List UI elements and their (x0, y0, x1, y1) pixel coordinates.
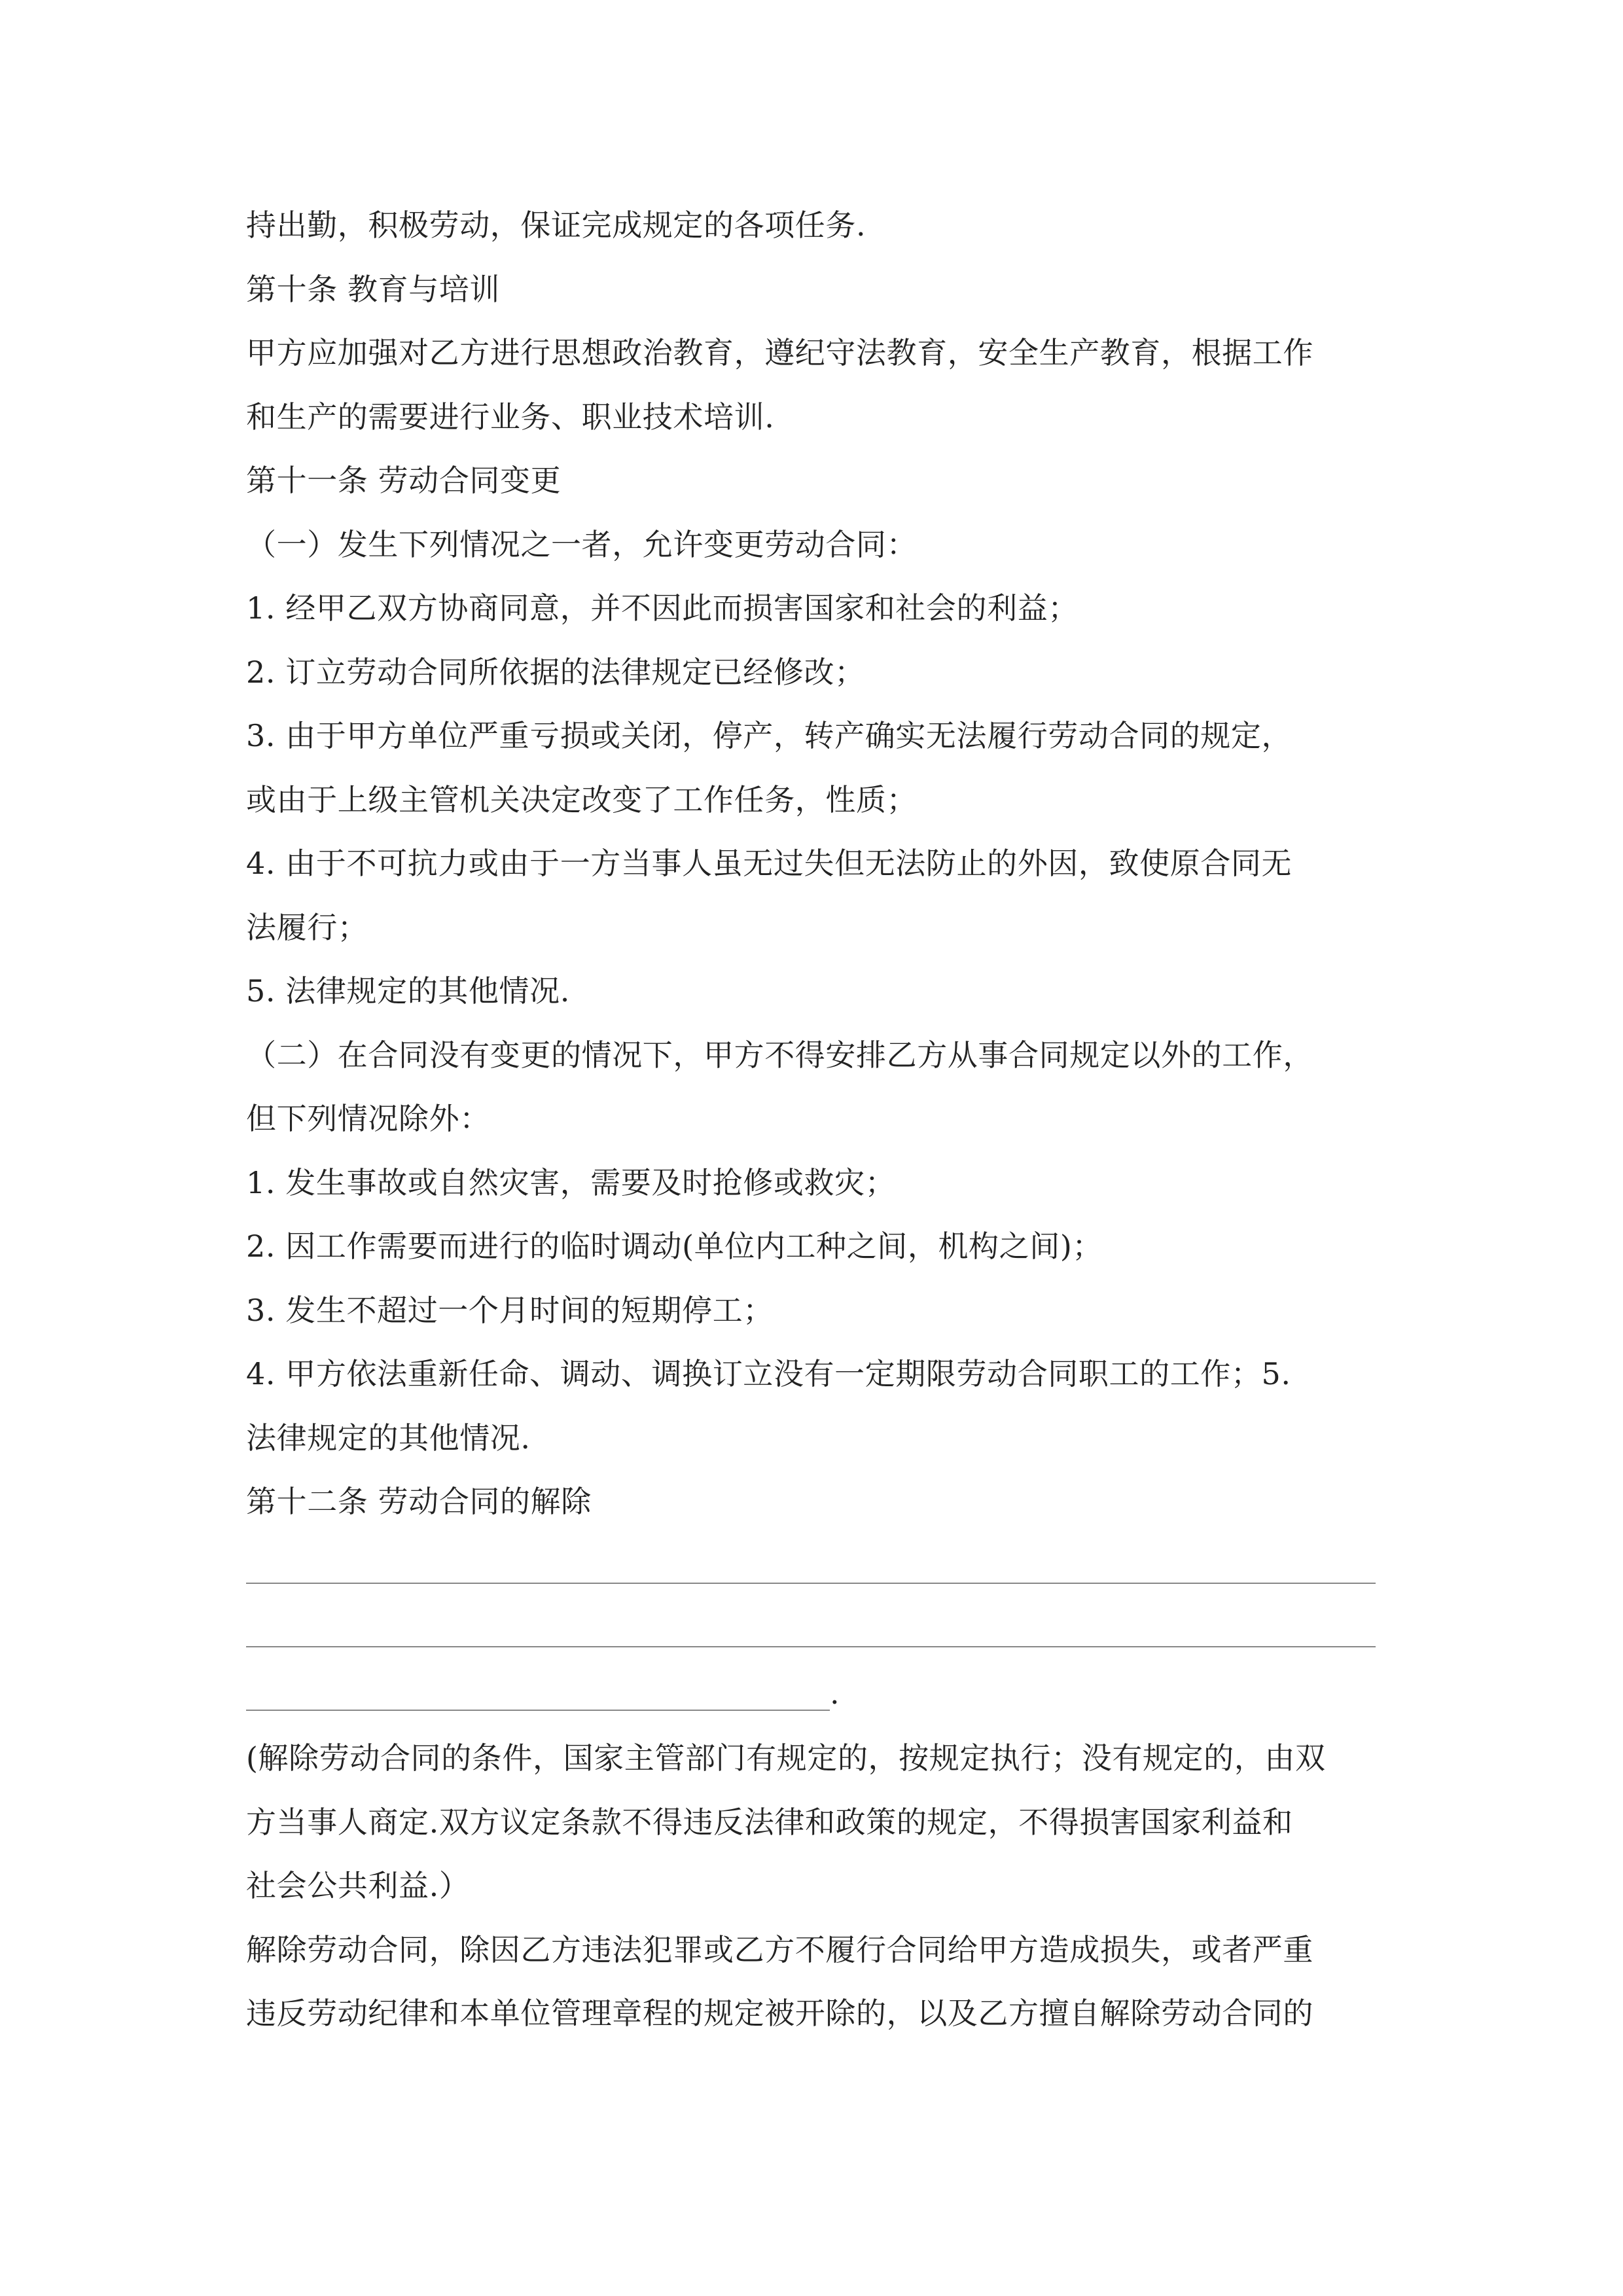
fill-in-blank-line (246, 1583, 1376, 1584)
list-item: 1. 经甲乙双方协商同意，并不因此而损害国家和社会的利益； (246, 590, 1079, 626)
article-11-heading: 第十一条 劳动合同变更 (246, 463, 562, 498)
fill-in-blank-line (246, 1710, 830, 1711)
article-10-heading: 第十条 教育与培训 (246, 271, 501, 307)
fill-in-blank-line (246, 1646, 1376, 1647)
text-line: 和生产的需要进行业务、职业技术培训. (246, 399, 775, 435)
text-line: 解除劳动合同，除因乙方违法犯罪或乙方不履行合同给甲方造成损失，或者严重 (246, 1931, 1313, 1967)
list-item: 4. 由于不可抗力或由于一方当事人虽无过失但无法防止的外因，致使原合同无 (246, 846, 1293, 881)
list-item: 2. 订立劳动合同所依据的法律规定已经修改； (246, 654, 865, 690)
article-12-heading: 第十二条 劳动合同的解除 (246, 1484, 592, 1519)
text-line: 法履行； (246, 909, 368, 945)
text-line: 法律规定的其他情况. (246, 1420, 531, 1456)
text-line: （二）在合同没有变更的情况下，甲方不得安排乙方从事合同规定以外的工作， (246, 1037, 1313, 1073)
list-item: 5. 法律规定的其他情况. (246, 973, 570, 1009)
text-line: 违反劳动纪律和本单位管理章程的规定被开除的，以及乙方擅自解除劳动合同的 (246, 1996, 1313, 2031)
list-item: 3. 发生不超过一个月时间的短期停工； (246, 1292, 774, 1328)
list-item: 1. 发生事故或自然灾害，需要及时抢修或救灾； (246, 1164, 896, 1200)
text-line: 社会公共利益.） (246, 1868, 470, 1903)
text-line: 甲方应加强对乙方进行思想政治教育，遵纪守法教育，安全生产教育，根据工作 (246, 335, 1313, 370)
blank-end-period: . (830, 1676, 840, 1711)
contract-text-part2 (246, 1727, 1378, 2046)
text-line: 方当事人商定.双方议定条款不得违反法律和政策的规定，不得损害国家利益和 (246, 1804, 1293, 1840)
list-item: 3. 由于甲方单位严重亏损或关闭，停产，转产确实无法履行劳动合同的规定， (246, 718, 1293, 753)
text-line: 但下列情况除外： (246, 1101, 490, 1136)
contract-text-part1 (246, 194, 1378, 1534)
list-item: 4. 甲方依法重新任命、调动、调换订立没有一定期限劳动合同职工的工作；5. (246, 1356, 1291, 1391)
text-line: （一）发生下列情况之一者，允许变更劳动合同： (246, 526, 918, 562)
text-line: 或由于上级主管机关决定改变了工作任务，性质； (246, 781, 918, 817)
text-line: (解除劳动合同的条件，国家主管部门有规定的，按规定执行；没有规定的，由双 (246, 1740, 1326, 1776)
list-item: 2. 因工作需要而进行的临时调动(单位内工种之间，机构之间)； (246, 1229, 1103, 1264)
text-line: 持出勤，积极劳动，保证完成规定的各项任务. (246, 207, 866, 243)
